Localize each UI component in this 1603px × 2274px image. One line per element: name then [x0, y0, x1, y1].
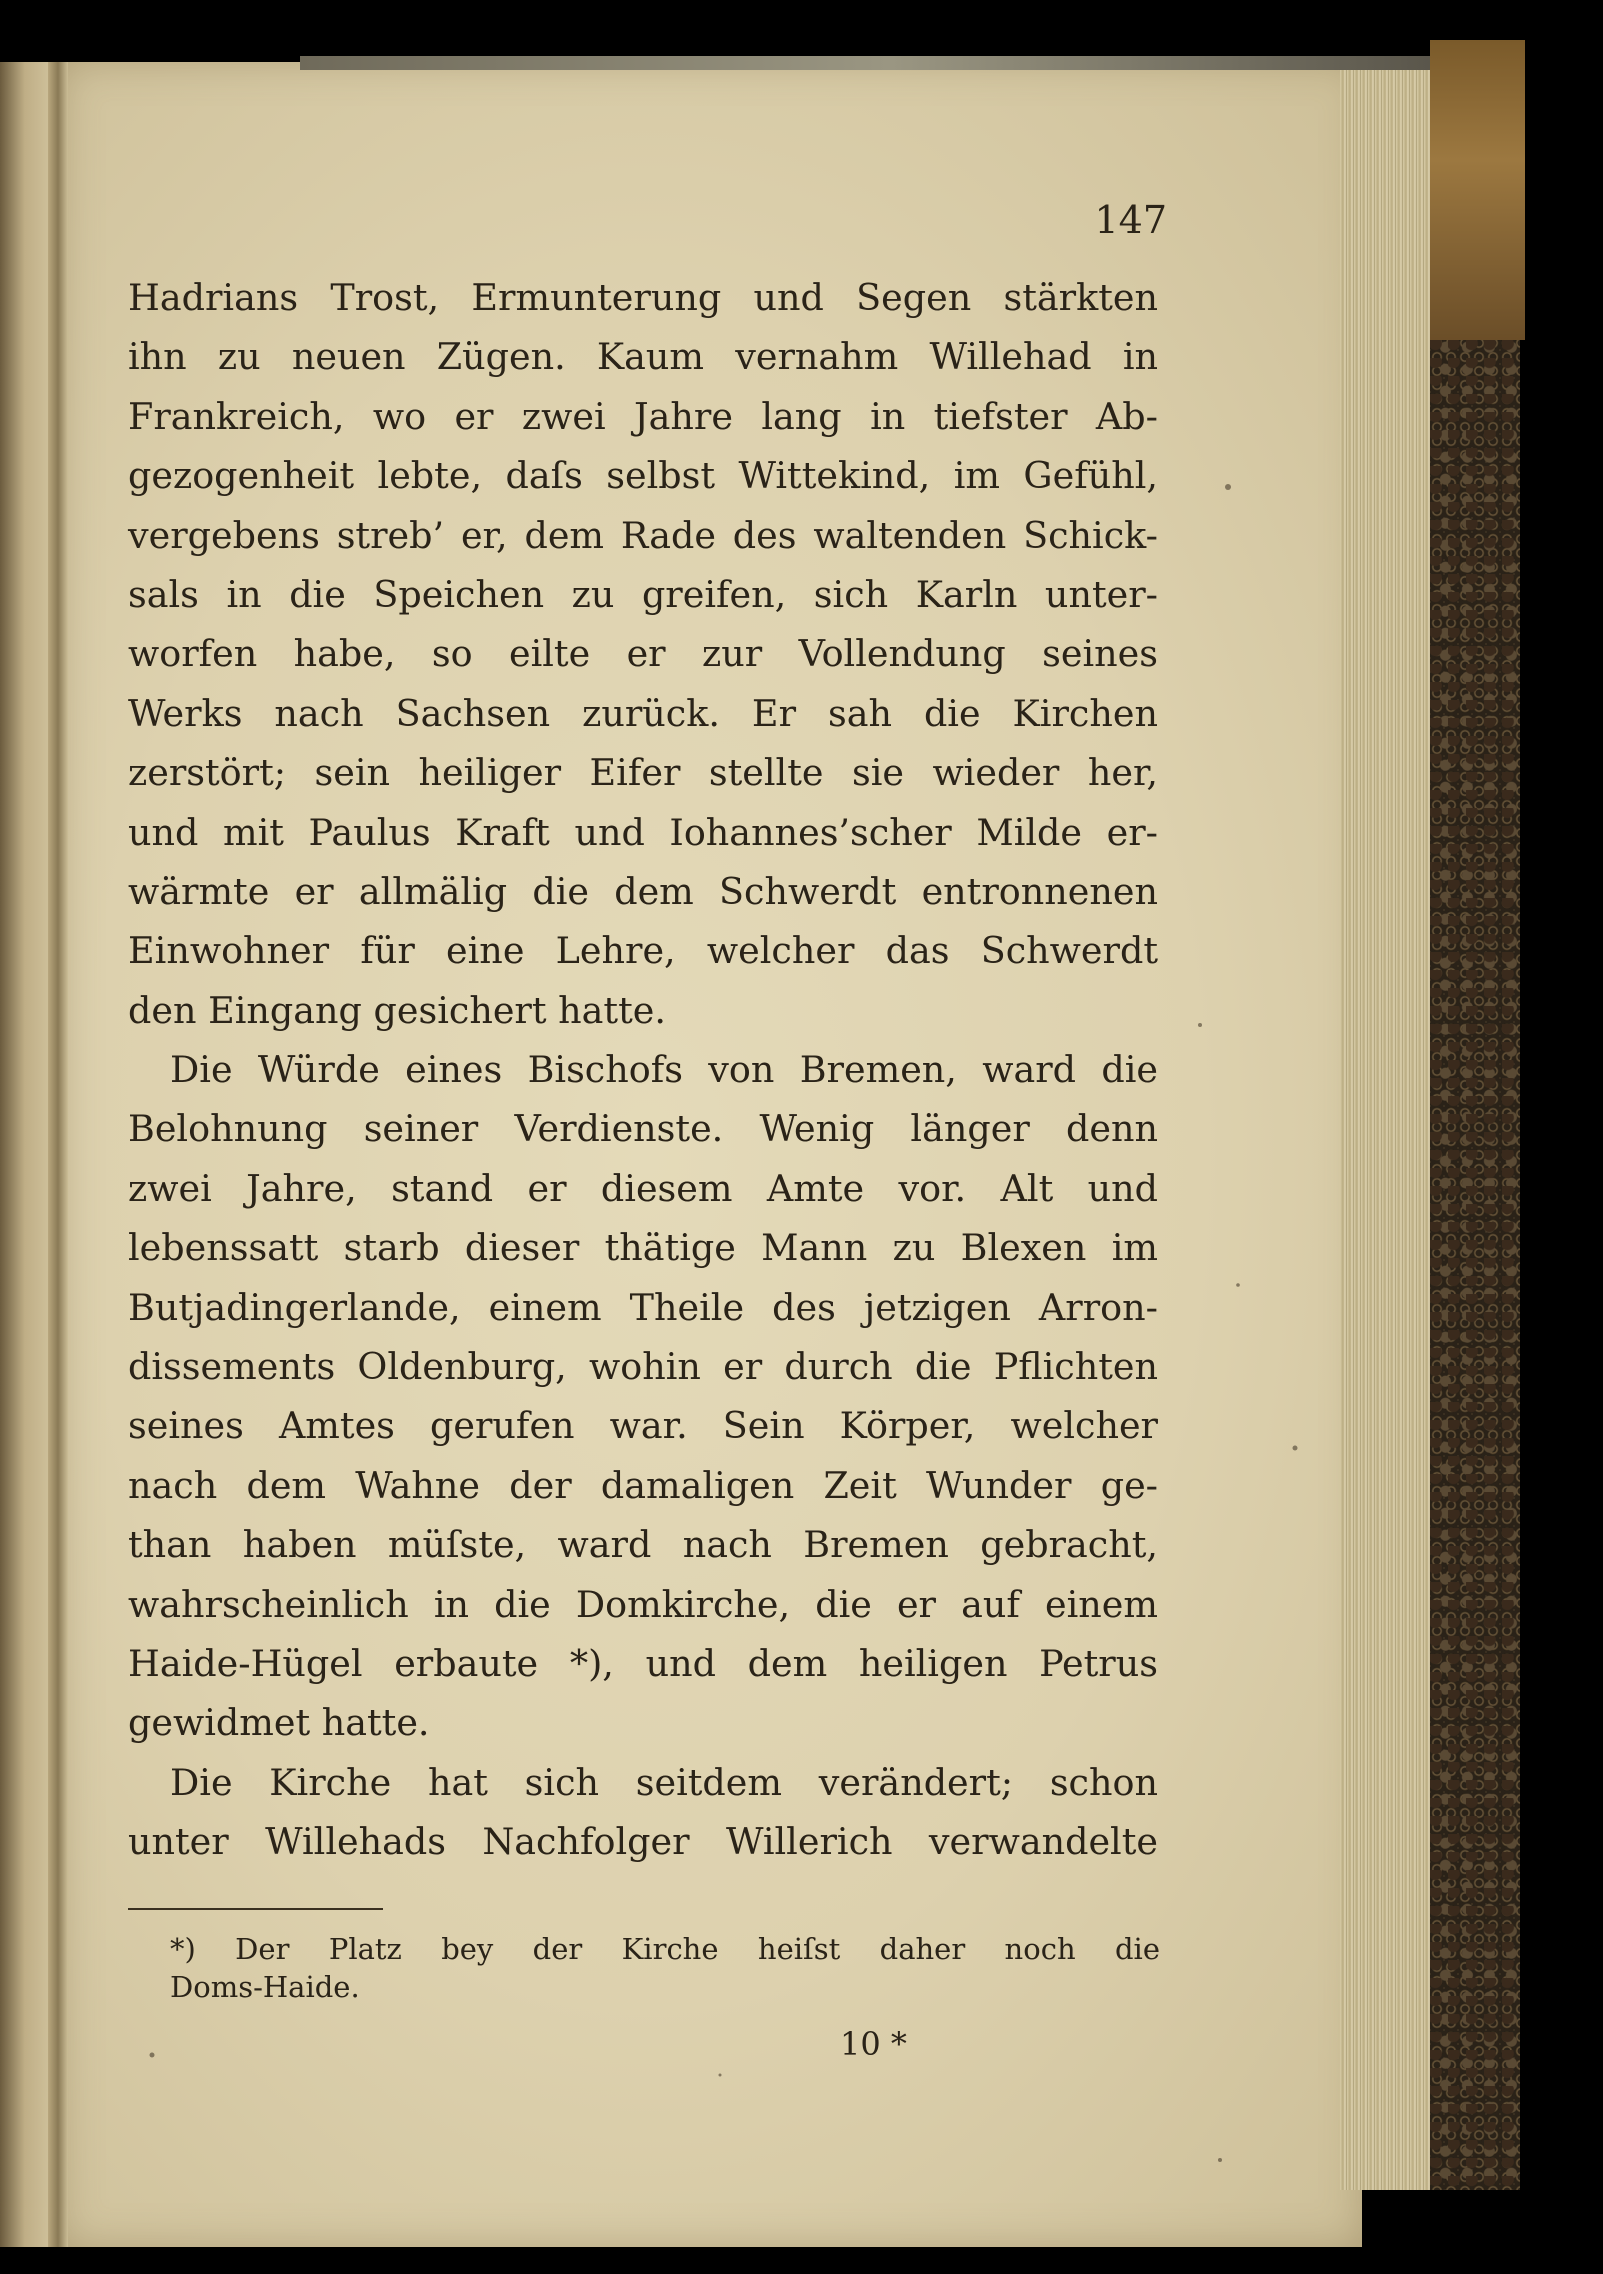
text-line: gewidmet hatte.	[128, 1701, 430, 1745]
text-line: gezogenheit lebte, daſs selbst Wittekind, im Gefühl,	[128, 454, 1158, 498]
page-gutter	[48, 62, 68, 2247]
text-line: than haben müſste, ward nach Bremen gebracht,	[128, 1523, 1158, 1567]
text-line: lebenssatt starb dieser thätige Mann zu Blexen im	[128, 1226, 1158, 1270]
text-line: wahrscheinlich in die Domkirche, die er auf einem	[128, 1582, 1158, 1626]
text-line: sals in die Speichen zu greifen, sich Karln unter-	[128, 572, 1158, 616]
text-line: und mit Paulus Kraft und Iohannes’scher Milde er-	[128, 810, 1158, 854]
text-line: ihn zu neuen Zügen. Kaum vernahm Willehad in	[128, 335, 1158, 379]
text-line: worfen habe, so eilte er zur Vollendung seines	[128, 632, 1158, 676]
text-line: Hadrians Trost, Ermunterung und Segen stärkten	[128, 276, 1158, 319]
footnote-rule	[128, 1908, 383, 1910]
footnote	[170, 1930, 1160, 2006]
text-line: Die Kirche hat sich seitdem verändert; schon	[170, 1760, 1158, 1804]
text-line: Frankreich, wo er zwei Jahre lang in tiefster Ab-	[128, 394, 1158, 438]
text-line: nach dem Wahne der damaligen Zeit Wunder ge-	[128, 1463, 1158, 1507]
text-line: Belohnung seiner Verdienste. Wenig länger denn	[128, 1107, 1158, 1151]
text-line: Werks nach Sachsen zurück. Er sah die Kirchen	[128, 691, 1158, 735]
page-number: 147	[1094, 198, 1167, 242]
text-line: vergebens streb’ er, dem Rade des waltenden Schick-	[128, 513, 1158, 557]
text-line: Haide-Hügel erbaute *), und dem heiligen Petrus	[128, 1641, 1158, 1685]
text-line: den Eingang gesichert hatte.	[128, 988, 666, 1032]
text-line: Einwohner für eine Lehre, welcher das Schwerdt	[128, 929, 1158, 973]
footnote-line: Doms-Haide.	[170, 1970, 360, 2004]
signature-mark: 10 *	[840, 2025, 907, 2063]
text-line: Butjadingerlande, einem Theile des jetzigen Arron-	[128, 1285, 1158, 1329]
text-line: wärmte er allmälig die dem Schwerdt entronnenen	[128, 869, 1158, 913]
text-line: zwei Jahre, stand er diesem Amte vor. Alt und	[128, 1166, 1158, 1210]
page-stack-edges	[1340, 70, 1435, 2190]
text-line: unter Willehads Nachfolger Willerich verwandelte	[128, 1820, 1158, 1864]
text-line: Die Würde eines Bischofs von Bremen, ward die	[170, 1048, 1158, 1092]
text-line: zerstört; sein heiliger Eifer stellte sie wieder her,	[128, 751, 1158, 795]
cover-spine-top	[1430, 40, 1525, 340]
footnote-line: *) Der Platz bey der Kirche heiſst daher noch die	[170, 1932, 1160, 1966]
marbled-cover	[1430, 70, 1520, 2190]
text-line: dissements Oldenburg, wohin er durch die Pflichten	[128, 1345, 1158, 1389]
body-text	[128, 268, 1158, 1872]
top-page-edge	[300, 56, 1480, 70]
text-line: seines Amtes gerufen war. Sein Körper, welcher	[128, 1404, 1158, 1448]
